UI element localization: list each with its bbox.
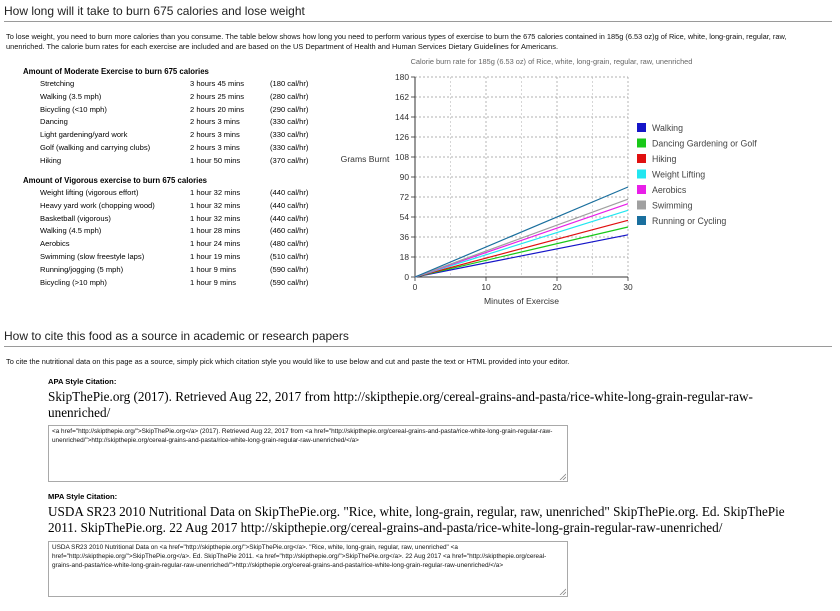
exercise-time: 2 hours 20 mins [190, 104, 245, 114]
exercise-time: 1 hour 9 mins [190, 264, 237, 274]
exercise-rate: (440 cal/hr) [270, 188, 309, 197]
vigorous-exercise-title: Amount of Vigorous exercise to burn 675 calories [23, 176, 207, 185]
legend-swatch [637, 170, 646, 179]
exercise-activity: Walking (4.5 mph) [40, 226, 102, 236]
exercise-rate: (480 cal/hr) [270, 239, 309, 249]
y-tick-label: 108 [395, 152, 409, 162]
exercise-rate: (440 cal/hr) [270, 200, 309, 210]
exercise-activity: Bicycling (>10 mph) [40, 277, 107, 287]
legend-label: Running or Cycling [652, 216, 727, 226]
apa-citation-text: SkipThePie.org (2017). Retrieved Aug 22, 2017 from http://skipthepie.org/cereal-grains-and-pasta/rice-white-long-grain-regular-raw-unenriched/ [48, 389, 753, 420]
y-tick-label: 162 [395, 92, 409, 102]
exercise-activity: Running/jogging (5 mph) [40, 264, 124, 274]
legend-label: Walking [652, 123, 683, 133]
x-tick-label: 30 [623, 282, 633, 292]
legend-label: Weight Lifting [652, 169, 706, 180]
exercise-time: 2 hours 3 mins [190, 117, 240, 127]
exercise-rate: (590 cal/hr) [270, 264, 309, 274]
exercise-rate: (460 cal/hr) [270, 226, 309, 236]
exercise-activity: Bicycling (<10 mph) [40, 104, 107, 114]
mpa-citation-label: MPA Style Citation: [48, 492, 118, 501]
exercise-rate: (440 cal/hr) [270, 213, 309, 223]
moderate-exercise-title: Amount of Moderate Exercise to burn 675 calories [23, 67, 209, 76]
legend-label: Hiking [652, 154, 677, 164]
calorie-burn-chart [330, 52, 780, 314]
exercise-time: 1 hour 32 mins [190, 188, 241, 197]
legend-label: Swimming [652, 200, 693, 211]
y-tick-label: 90 [399, 172, 409, 182]
exercise-time: 1 hour 32 mins [190, 200, 241, 210]
exercise-activity: Basketball (vigorous) [40, 213, 111, 223]
exercise-activity: Aerobics [40, 239, 70, 249]
exercise-activity: Walking (3.5 mph) [40, 91, 102, 101]
y-tick-label: 18 [399, 252, 409, 262]
exercise-activity: Hiking [40, 155, 62, 165]
mpa-html-textarea[interactable] [48, 541, 568, 597]
legend-swatch [637, 154, 646, 163]
exercise-rate: (590 cal/hr) [270, 277, 309, 287]
legend-swatch [637, 201, 646, 210]
exercise-rate: (330 cal/hr) [270, 117, 309, 127]
burn-intro-text: To lose weight, you need to burn more calories than you consume. The table below shows how long you need to perform various types of exercise to burn the 675 calories contained in 185g (6.53 oz)g of Rice, white, long-grain, regular, raw, unenriched. The calorie burn rates for each exercise are included and are based on the US Department of Health and Human Services Dietary Guidelines for Americans. [6, 32, 787, 51]
apa-html-textarea[interactable] [48, 425, 568, 482]
legend-swatch [637, 185, 646, 194]
exercise-time: 2 hours 3 mins [190, 143, 240, 152]
exercise-rate: (370 cal/hr) [270, 155, 309, 165]
exercise-time: 1 hour 19 mins [190, 252, 241, 261]
x-tick-label: 20 [552, 282, 562, 292]
x-tick-label: 10 [481, 282, 491, 292]
exercise-rate: (290 cal/hr) [270, 104, 309, 114]
y-axis-label: Grams Burnt [340, 154, 390, 164]
y-tick-label: 0 [404, 272, 409, 282]
exercise-rate: (330 cal/hr) [270, 130, 309, 140]
exercise-time: 1 hour 28 mins [190, 226, 241, 236]
series-line [415, 187, 628, 277]
legend-swatch [637, 216, 646, 225]
y-tick-label: 180 [395, 72, 409, 82]
x-tick-label: 0 [412, 282, 418, 292]
y-tick-label: 54 [399, 212, 409, 222]
exercise-rate: (510 cal/hr) [270, 252, 309, 261]
y-tick-label: 36 [399, 232, 409, 242]
exercise-activity: Golf (walking and carrying clubs) [40, 143, 151, 152]
exercise-time: 1 hour 32 mins [190, 213, 241, 223]
exercise-activity: Light gardening/yard work [40, 130, 128, 140]
mpa-citation-text: USDA SR23 2010 Nutritional Data on SkipThePie.org. "Rice, white, long-grain, regular, raw, unenriched" SkipThePie.org. Ed. SkipThePie 2011. SkipThePie.org. 22 Aug 2017 http://skipthepie.org/cereal-grains-and-pasta/rice-white-long-grain-regular-raw-unenriched/ [48, 504, 785, 535]
exercise-rate: (330 cal/hr) [270, 143, 309, 152]
exercise-time: 3 hours 45 mins [190, 79, 245, 88]
exercise-activity: Dancing [40, 117, 68, 127]
exercise-activity: Weight lifting (vigorous effort) [40, 188, 139, 197]
burn-section-heading: How long will it take to burn 675 calories and lose weight [4, 4, 832, 22]
exercise-time: 1 hour 9 mins [190, 277, 237, 287]
y-tick-label: 126 [395, 132, 409, 142]
apa-citation-label: APA Style Citation: [48, 377, 117, 386]
resize-grip-icon[interactable] [559, 473, 566, 480]
x-axis-label: Minutes of Exercise [484, 296, 559, 306]
chart-title: Calorie burn rate for 185g (6.53 oz) of Rice, white, long-grain, regular, raw, unenriched [410, 57, 693, 66]
legend-label: Aerobics [652, 185, 687, 195]
exercise-time: 2 hours 3 mins [190, 130, 240, 140]
y-tick-label: 72 [399, 192, 409, 202]
cite-section-heading: How to cite this food as a source in academic or research papers [4, 329, 832, 347]
exercise-time: 2 hours 25 mins [190, 91, 245, 101]
cite-intro-text: To cite the nutritional data on this page as a source, simply pick which citation style you would like to use below and cut and paste the text or HTML provided into your editor. [6, 357, 570, 366]
mpa-html-code: USDA SR23 2010 Nutritional Data on <a href="http://skipthepie.org/">SkipThePie.org</a>. "Rice, white, long-grain, regular, raw, unenriched" <a href="http://skipthepie.org/">SkipThePie.org</a>. Ed. SkipThePie 2011. <a href="http://skipthepie.org/">SkipThePie.org</a>. 22 Aug 2017 <a href="http://skipthepie.org/cereal-grains-and-pasta/rice-white-long-grain-regular-raw-unenriched/">http://skipthepie.org/cereal-grains-and-pasta/rice-white-long-grain-regular-raw-unenriched/</a> [52, 544, 547, 569]
resize-grip-icon[interactable] [559, 588, 566, 595]
exercise-time: 1 hour 24 mins [190, 239, 241, 249]
apa-html-code: <a href="http://skipthepie.org/">SkipThePie.org</a> (2017). Retrieved Aug 22, 2017 from <a href="http://skipthepie.org/cereal-grains-and-pasta/rice-white-long-grain-regular-raw-unenriched/">http://skipthepie.org/cereal-grains-and-pasta/rice-white-long-grain-regular-raw-unenriched/</a> [52, 428, 553, 444]
exercise-time: 1 hour 50 mins [190, 155, 241, 165]
exercise-activity: Heavy yard work (chopping wood) [40, 200, 155, 210]
exercise-activity: Swimming (slow freestyle laps) [40, 252, 145, 261]
y-tick-label: 144 [395, 112, 409, 122]
exercise-activity: Stretching [40, 79, 75, 88]
legend-label: Dancing Gardening or Golf [652, 138, 757, 149]
series-line [415, 220, 628, 277]
exercise-rate: (280 cal/hr) [270, 91, 309, 101]
exercise-rate: (180 cal/hr) [270, 79, 309, 88]
legend-swatch [637, 139, 646, 148]
legend-swatch [637, 123, 646, 132]
